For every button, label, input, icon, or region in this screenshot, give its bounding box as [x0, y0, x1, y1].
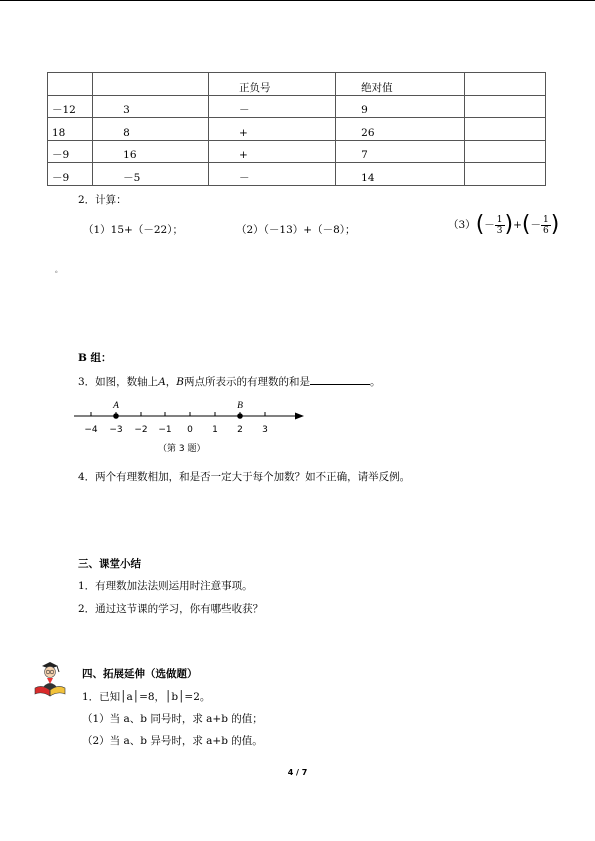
summary-item-2: 2．通过这节课的学习，你有哪些收获？: [78, 603, 264, 615]
tick-label: −3: [109, 425, 123, 435]
table-cell: －9: [48, 140, 93, 163]
extension-q1: 1．已知│a│=8，│b│=2。: [82, 691, 211, 703]
table-row: [48, 140, 546, 163]
answer-blank: [310, 373, 370, 385]
table-cell: －12: [48, 95, 93, 118]
tick-label: −2: [134, 425, 148, 435]
teacher-reading-icon: [30, 660, 70, 700]
plus-sign: +: [513, 219, 522, 231]
table-cell: 7: [336, 140, 465, 163]
paren-close: ): [550, 212, 560, 237]
paren-close: ): [504, 212, 514, 237]
table-row: [48, 95, 546, 118]
table-cell: 14: [336, 163, 465, 186]
point-b-label: B: [237, 401, 243, 411]
tick-label: 2: [237, 425, 243, 435]
tick-label: 3: [262, 425, 268, 435]
table-cell: －9: [48, 163, 93, 186]
stray-period: 。: [55, 266, 62, 274]
fraction-1: [495, 215, 505, 236]
table-cell: －5: [93, 163, 209, 186]
table-row: [48, 118, 546, 141]
table-cell: [465, 118, 546, 141]
q3-end: 。: [370, 376, 381, 388]
fraction-denominator: 6: [543, 225, 549, 236]
table-cell: 8: [93, 118, 209, 141]
table-cell: +: [208, 118, 335, 141]
table-cell: 18: [48, 118, 93, 141]
tick-label: 0: [187, 425, 193, 435]
table-cell: 26: [336, 118, 465, 141]
label-a: A: [158, 376, 166, 388]
extension-title: 四、拓展延伸（选做题）: [82, 668, 198, 680]
paren-open: (: [475, 212, 485, 237]
fraction-numerator: 1: [543, 214, 549, 225]
q2-part2: （2）（－13）+（－8）；: [236, 224, 356, 236]
fraction-2: [541, 215, 551, 236]
q4-text: 4．两个有理数相加，和是否一定大于每个加数？如不正确，请举反例。: [78, 471, 411, 483]
top-rule: [0, 0, 595, 1]
tick-label: −4: [84, 425, 98, 435]
tick-label: −1: [158, 425, 172, 435]
table-header-abs: 绝对值: [336, 73, 465, 96]
tick-label: 1: [212, 425, 218, 435]
sign-table: [47, 72, 546, 186]
table-cell: 16: [93, 140, 209, 163]
point-a: [113, 413, 119, 419]
table-cell: －: [208, 95, 335, 118]
table-cell: 9: [336, 95, 465, 118]
minus-sign: －: [530, 219, 542, 231]
table-cell: [465, 95, 546, 118]
fraction-numerator: 1: [496, 214, 503, 225]
number-line: [68, 396, 308, 438]
q3-suffix: 两点所表示的有理数的和是: [184, 376, 310, 388]
table-cell: +: [208, 140, 335, 163]
table-cell: [93, 73, 209, 96]
q3-text: [78, 373, 381, 389]
summary-item-1: 1．有理数加法法则运用时注意事项。: [78, 580, 253, 592]
extension-sub-1: （1）当 a、b 同号时，求 a+b 的值；: [82, 713, 263, 725]
table-cell: [48, 73, 93, 96]
q2-title: 2．计算：: [78, 194, 127, 206]
table-cell: [465, 163, 546, 186]
q2-part3-prefix: （3）: [448, 219, 476, 231]
point-a-label: A: [113, 401, 119, 411]
paren-open: (: [521, 212, 531, 237]
label-b: B: [176, 376, 184, 388]
table-row: [48, 163, 546, 186]
table-header-row: [48, 73, 546, 96]
summary-title: 三、课堂小结: [78, 558, 141, 570]
fraction-denominator: 3: [496, 225, 503, 236]
q3-prefix: 3．如图，数轴上: [78, 376, 159, 388]
q2-part3: [448, 214, 559, 236]
extension-sub-2: （2）当 a、b 异号时，求 a+b 的值。: [82, 735, 263, 747]
q3-comma: ，: [165, 376, 177, 388]
page-number: 4 / 7: [287, 768, 308, 777]
table-cell: －: [208, 163, 335, 186]
table-header-sign: 正负号: [208, 73, 335, 96]
figure-caption: （第 3 题）: [158, 444, 206, 454]
point-b: [237, 413, 243, 419]
q2-part1: （1）15+（－22）；: [83, 224, 183, 236]
minus-sign: －: [484, 219, 495, 231]
table-cell: [465, 140, 546, 163]
table-cell: [465, 73, 546, 96]
group-b-title: B 组：: [78, 352, 112, 364]
table-cell: 3: [93, 95, 209, 118]
